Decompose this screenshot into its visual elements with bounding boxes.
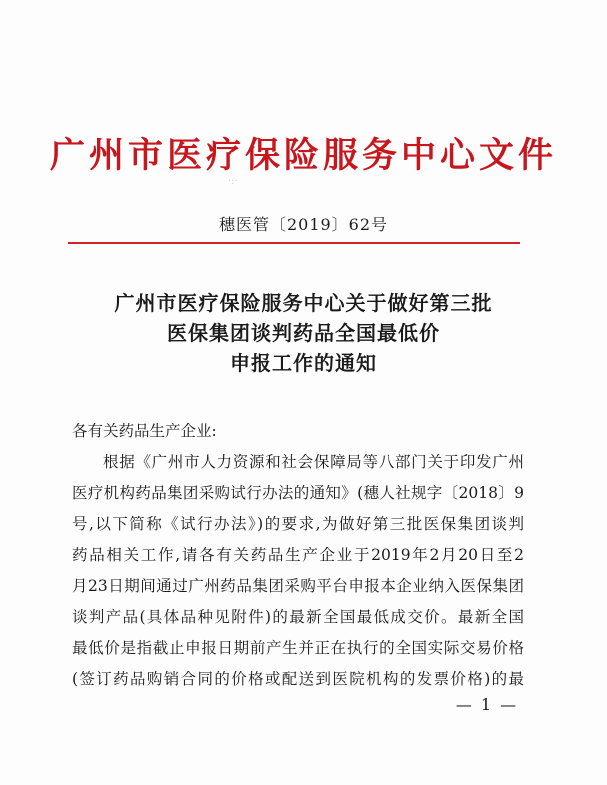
paragraph-line: 最低价是指截止申报日期前产生并正在执行的全国实际交易价格 <box>72 639 524 657</box>
paragraph-line: 号,以下简称《试行办法》)的要求,为做好第三批医保集团谈判 <box>72 515 524 533</box>
paragraph-line: 月23日期间通过广州药品集团采购平台申报本企业纳入医保集团 <box>72 577 524 595</box>
paragraph-line: (签订药品购销合同的价格或配送到医院机构的发票价格)的最 <box>72 670 524 688</box>
notice-title-line: 申报工作的通知 <box>230 351 377 375</box>
header-title: 广州市医疗保险服务中心文件 <box>49 136 557 176</box>
paragraph-line: 医疗机构药品集团采购试行办法的通知》(穗人社规字〔2018〕9 <box>72 484 524 502</box>
notice-title-line: 医保集团谈判药品全国最低价 <box>167 321 440 345</box>
notice-title-line: 广州市医疗保险服务中心关于做好第三批 <box>114 291 493 315</box>
document-number: 穗医管〔2019〕62号 <box>218 215 389 234</box>
page-number: — 1 — <box>455 695 519 714</box>
paragraph-line: 根据《广州市人力资源和社会保障局等八部门关于印发广州 <box>103 453 524 471</box>
paragraph-line: 药品相关工作,请各有关药品生产企业于2019年2月20日至2 <box>72 546 524 564</box>
paragraph-line: 谈判产品(具体品种见附件)的最新全国最低成交价。最新全国 <box>72 608 524 626</box>
red-divider-line <box>68 242 520 244</box>
notice-title <box>0 288 607 378</box>
body-text <box>72 416 524 695</box>
salutation: 各有关药品生产企业: <box>72 422 217 440</box>
faint-seal-mark: ·:· <box>228 176 238 187</box>
